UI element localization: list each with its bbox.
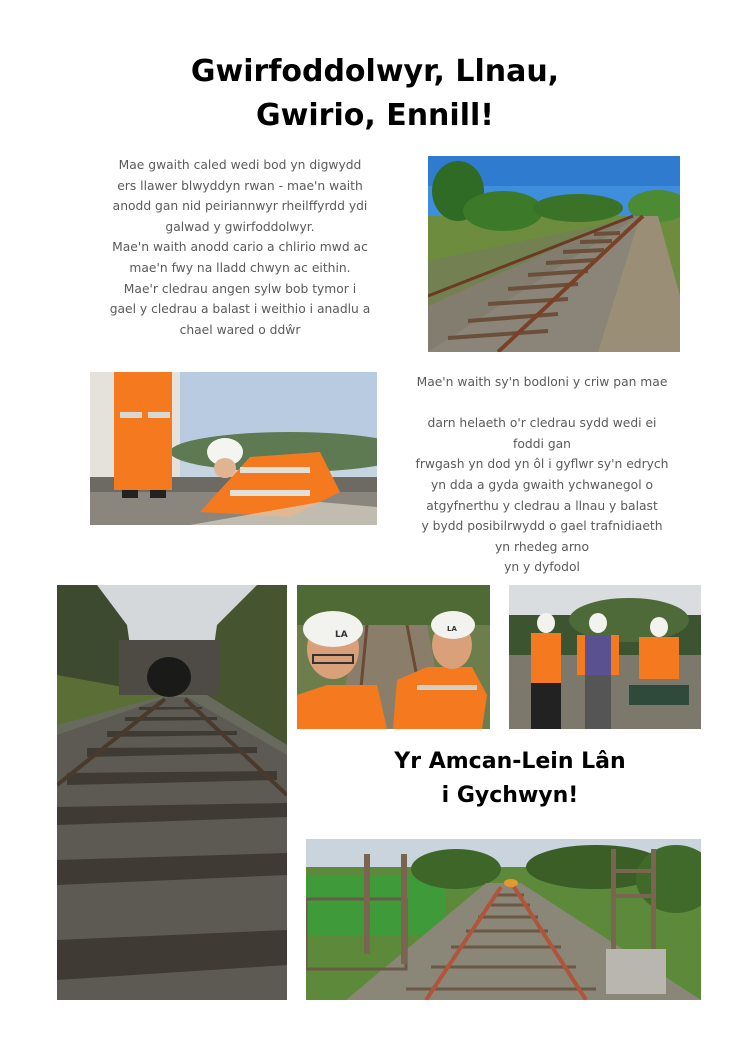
intro-line: galwad y gwirfoddolwyr. [165, 219, 315, 234]
helmet-text-left: LA [335, 630, 348, 640]
second-paragraph [392, 372, 692, 578]
photo-track-gate [306, 839, 701, 1000]
second-line: atgyfnerthu y cledrau a llnau y balast [426, 498, 658, 513]
subheading-line-2: i Gychwyn! [441, 783, 579, 808]
second-line: frwgash yn dod yn ôl i gyflwr sy'n edrych [415, 457, 669, 472]
page-title [0, 50, 750, 138]
subheading [320, 745, 700, 813]
intro-line: chael wared o ddŵr [179, 322, 301, 337]
page-title-line-1: Gwirfoddolwyr, Llnau, [190, 54, 560, 89]
photo-two-volunteers [297, 585, 490, 729]
intro-line: gael y cledrau a balast i weithio i anadlu a [109, 302, 371, 317]
page-title-line-2: Gwirio, Ennill! [256, 98, 494, 133]
photo-track-sunny [428, 156, 680, 352]
helmet-text-right: LA [447, 625, 457, 633]
second-line: yn y dyfodol [504, 560, 580, 575]
second-line: yn rhedeg arno [495, 539, 589, 554]
photo-track-tunnel [57, 585, 287, 1000]
subheading-line-1: Yr Amcan-Lein Lân [394, 749, 626, 774]
photo-workers-hivis [90, 372, 377, 525]
second-line [392, 393, 692, 414]
second-line: foddi gan [513, 436, 571, 451]
second-line: yn dda a gyda gwaith ychwanegol o [430, 477, 654, 492]
intro-line: anodd gan nid peiriannwyr rheilffyrdd ydi [112, 199, 368, 214]
intro-line: Mae'r cledrau angen sylw bob tymor i [123, 281, 357, 296]
second-line: darn helaeth o'r cledrau sydd wedi ei [427, 416, 657, 431]
photo-volunteer-group [509, 585, 701, 729]
intro-line: Mae gwaith caled wedi bod yn digwydd [118, 158, 362, 172]
second-line: y bydd posibilrwydd o gael trafnidiaeth [421, 519, 663, 534]
intro-paragraph [70, 155, 410, 340]
intro-line: ers llawer blwyddyn rwan - mae'n waith [117, 178, 363, 193]
intro-line: Mae'n waith anodd cario a chlirio mwd ac [112, 240, 368, 255]
second-line: Mae'n waith sy'n bodloni y criw pan mae [416, 375, 668, 389]
intro-line: mae'n fwy na lladd chwyn ac eithin. [129, 260, 351, 275]
